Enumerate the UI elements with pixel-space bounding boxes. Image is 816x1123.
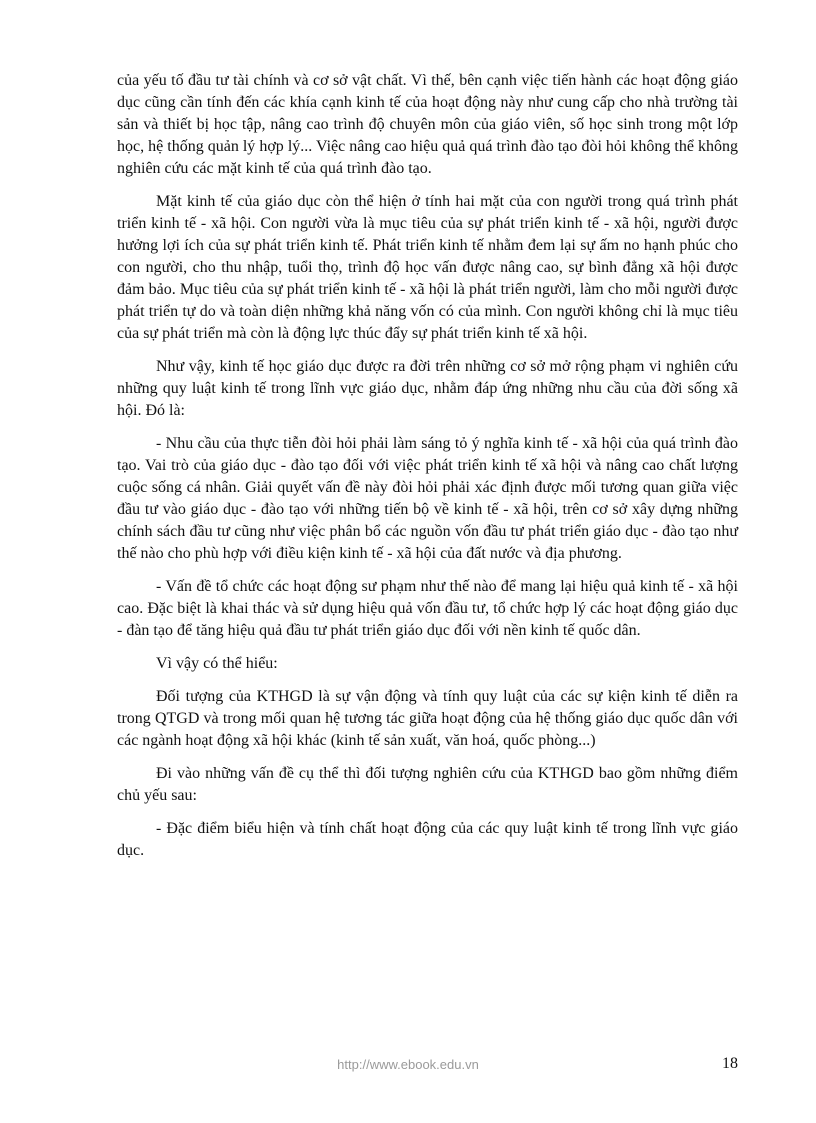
paragraph-list-item: - Nhu cầu của thực tiễn đòi hỏi phải làm sáng tỏ ý nghĩa kinh tế - xã hội của quá trình đào tạo. Vai trò của giáo dục - đào tạo đối với việc phát triển kinh tế xã hội và nâng cao chất lượng cuộc sống cá nhân. Giải quyết vấn đề này đòi hỏi phải xác định được mối tương quan giữa việc đầu tư vào giáo dục - đào tạo với những tiến bộ về kinh tế - xã hội, trên cơ sở xây dựng những chính sách đầu tư cũng như việc phân bổ các nguồn vốn đầu tư phát triển giáo dục - đào tạo như thế nào cho phù hợp với điều kiện kinh tế - xã hội của đất nước và địa phương.: [117, 435, 738, 562]
paragraph: Đối tượng của KTHGD là sự vận động và tính quy luật của các sự kiện kinh tế diễn ra trong QTGD và trong mối quan hệ tương tác giữa hoạt động của hệ thống giáo dục quốc dân với các ngành hoạt động xã hội khác (kinh tế sản xuất, văn hoá, quốc phòng...): [117, 688, 738, 749]
paragraph-continuation: của yếu tố đầu tư tài chính và cơ sở vật chất. Vì thế, bên cạnh việc tiến hành các hoạt động giáo dục cũng cần tính đến các khía cạnh kinh tế của hoạt động này như cung cấp cho nhà trường tài sản và thiết bị học tập, nâng cao trình độ chuyên môn của giáo viên, số học sinh trong một lớp học, hệ thống quản lý hợp lý... Việc nâng cao hiệu quả quá trình đào tạo đòi hỏi không thể không nghiên cứu các mặt kinh tế của quá trình đào tạo.: [117, 72, 738, 177]
body-text: [117, 70, 738, 873]
paragraph-list-item: - Đặc điểm biểu hiện và tính chất hoạt động của các quy luật kinh tế trong lĩnh vực giáo dục.: [117, 820, 738, 859]
paragraph: Vì vậy có thể hiểu:: [156, 655, 278, 672]
paragraph: Như vậy, kinh tế học giáo dục được ra đời trên những cơ sở mở rộng phạm vi nghiên cứu những quy luật kinh tế trong lĩnh vực giáo dục, nhằm đáp ứng những nhu cầu của đời sống xã hội. Đó là:: [117, 358, 738, 419]
paragraph: Mặt kinh tế của giáo dục còn thể hiện ở tính hai mặt của con người trong quá trình phát triển kinh tế - xã hội. Con người vừa là mục tiêu của sự phát triển kinh tế - xã hội, người được hưởng lợi ích của sự phát triển kinh tế. Phát triển kinh tế nhằm đem lại sự ấm no hạnh phúc cho con người, cho thu nhập, tuổi thọ, trình độ học vấn được nâng cao, sự bình đẳng xã hội được đảm bảo. Mục tiêu của sự phát triển kinh tế - xã hội là phát triển người, làm cho mỗi người được phát triển tự do và toàn diện những khả năng vốn có của mình. Con người không chỉ là mục tiêu của sự phát triển mà còn là động lực thúc đẩy sự phát triển kinh tế xã hội.: [117, 193, 738, 342]
paragraph: Đi vào những vấn đề cụ thể thì đối tượng nghiên cứu của KTHGD bao gồm những điểm chủ yếu sau:: [117, 765, 738, 804]
paragraph-list-item: - Vấn đề tổ chức các hoạt động sư phạm như thế nào để mang lại hiệu quả kinh tế - xã hội cao. Đặc biệt là khai thác và sử dụng hiệu quả vốn đầu tư, tổ chức hợp lý các hoạt động giáo dục - đàn tạo để tăng hiệu quả đầu tư phát triển giáo dục đối với nền kinh tế quốc dân.: [117, 578, 738, 639]
page-number: 18: [722, 1055, 738, 1072]
footer-url[interactable]: http://www.ebook.edu.vn: [337, 1057, 479, 1072]
